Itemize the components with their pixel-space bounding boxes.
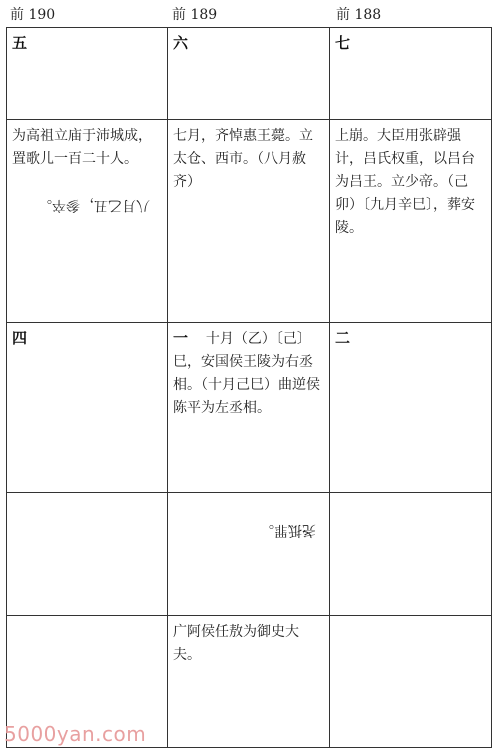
- flipped-note-wrapper: [12, 193, 162, 216]
- flipped-event-text: 尧抵罪。: [260, 522, 316, 538]
- year-number: 七: [335, 34, 351, 52]
- table-cell: [330, 493, 492, 616]
- table-row: [7, 120, 492, 323]
- site-watermark: 5000yan.com: [4, 722, 147, 746]
- event-text: 十月（乙）〔己〕巳，安国侯王陵为右丞相。（十月己巳）曲逆侯陈平为左丞相。: [173, 331, 320, 416]
- column-header-190: 前 190: [10, 7, 56, 23]
- year-number: 一: [173, 329, 189, 347]
- table-cell: [7, 120, 168, 323]
- table-cell: [168, 120, 330, 323]
- flipped-note-wrapper: [173, 518, 324, 541]
- chronology-table: [6, 27, 492, 748]
- event-text: 为高祖立庙于沛城成，置歌儿一百二十人。: [12, 128, 152, 167]
- year-number: 六: [173, 34, 189, 52]
- year-number: 四: [12, 329, 28, 347]
- table-cell: [330, 323, 492, 493]
- event-text: 广阿侯任敖为御史大夫。: [173, 624, 299, 663]
- flipped-event-text: 八月乙丑，参卒。: [38, 197, 150, 213]
- table-cell: [7, 323, 168, 493]
- table-row: [7, 28, 492, 120]
- table-cell: [7, 28, 168, 120]
- table-cell: [7, 493, 168, 616]
- event-text: 上崩。大臣用张辟强计，吕氏权重，以吕台为吕王。立少帝。（己卯）〔九月辛巳〕，葬安陵。: [335, 128, 475, 236]
- column-header-188: 前 188: [336, 7, 382, 23]
- event-text: 七月，齐悼惠王薨。立太仓、西市。（八月赦齐）: [173, 128, 313, 190]
- year-number: 二: [335, 329, 351, 347]
- table-cell: [168, 616, 330, 748]
- table-cell: [330, 120, 492, 323]
- year-number: 五: [12, 34, 28, 52]
- table-cell: [330, 616, 492, 748]
- table-cell: [168, 323, 330, 493]
- table-cell: [168, 28, 330, 120]
- table-row: [7, 323, 492, 493]
- column-header-189: 前 189: [172, 7, 218, 23]
- table-cell: [330, 28, 492, 120]
- table-cell: [168, 493, 330, 616]
- table-row: [7, 493, 492, 616]
